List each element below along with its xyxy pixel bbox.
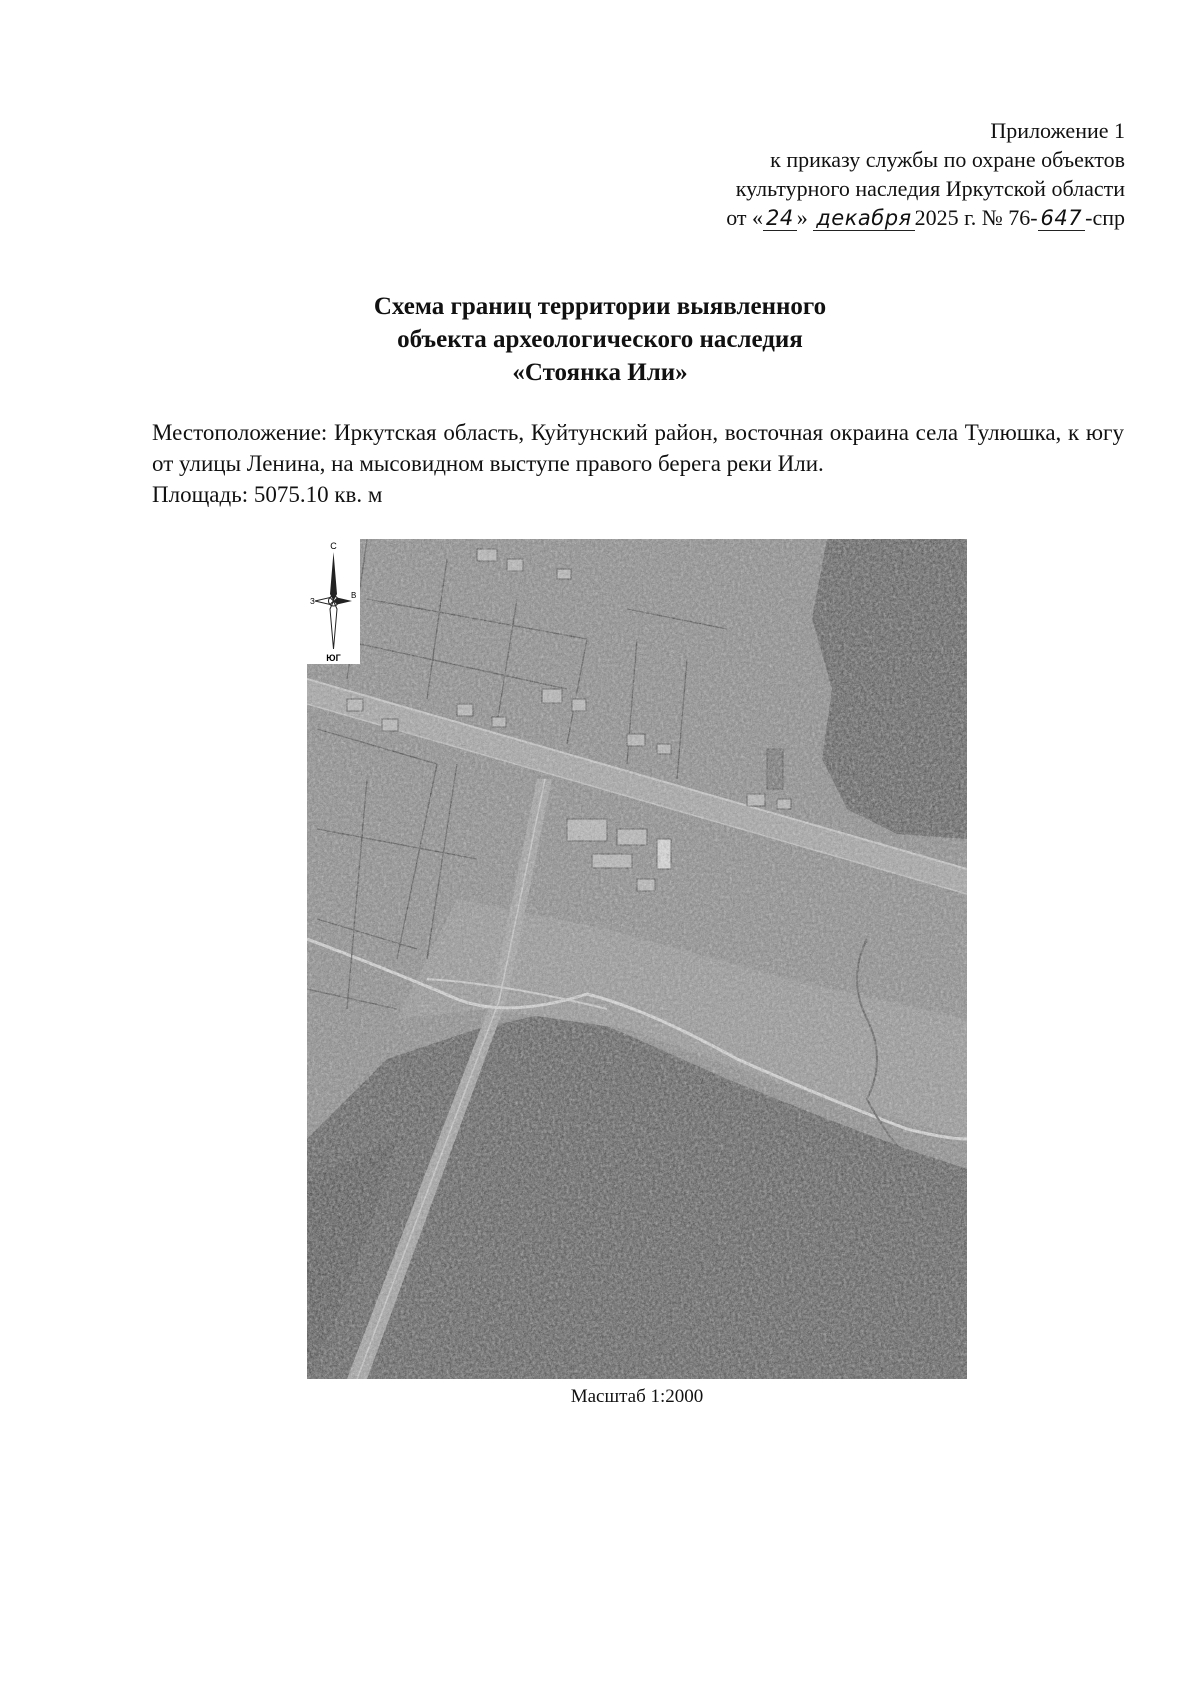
- document-title: [300, 290, 900, 389]
- date-month-handwritten: декабря: [813, 206, 914, 231]
- map-scale: Масштаб 1:2000: [570, 1386, 704, 1407]
- compass-west-label: З: [310, 597, 315, 606]
- compass-rose: [307, 539, 360, 664]
- compass-east-label: В: [351, 591, 357, 600]
- aerial-map: [307, 539, 967, 1379]
- appendix-number: Приложение 1: [990, 118, 1125, 143]
- order-number-handwritten: 647: [1038, 206, 1086, 231]
- aerial-map-drawing: [307, 539, 967, 1379]
- compass-south-label: ЮГ: [326, 653, 341, 663]
- date-mid: »: [796, 205, 808, 230]
- title-line-2: объекта археологического наследия: [397, 326, 803, 353]
- date-year: 2025 г. № 76-: [914, 205, 1038, 230]
- compass-north-label: С: [330, 541, 337, 551]
- order-suffix: -спр: [1085, 205, 1125, 230]
- date-prefix: от «: [726, 205, 764, 230]
- appendix-date-line: [525, 203, 1125, 233]
- appendix-order-ref: к приказу службы по охране объектов: [770, 147, 1125, 172]
- title-line-1: Схема границ территории выявленного: [373, 293, 827, 320]
- date-day-handwritten: 24: [763, 206, 797, 231]
- appendix-header: [525, 116, 1125, 233]
- compass-icon: [307, 539, 360, 664]
- title-line-3: «Стоянка Или»: [512, 359, 688, 386]
- location-text: Местоположение: Иркутская область, Куйтунский район, восточная окраина села Тулюшка, к югу от улицы Ленина, на мысовидном выступе правого берега реки Или.: [152, 420, 1124, 476]
- area-text: Площадь: 5075.10 кв. м: [152, 482, 383, 507]
- appendix-agency: культурного наследия Иркутской области: [735, 176, 1125, 201]
